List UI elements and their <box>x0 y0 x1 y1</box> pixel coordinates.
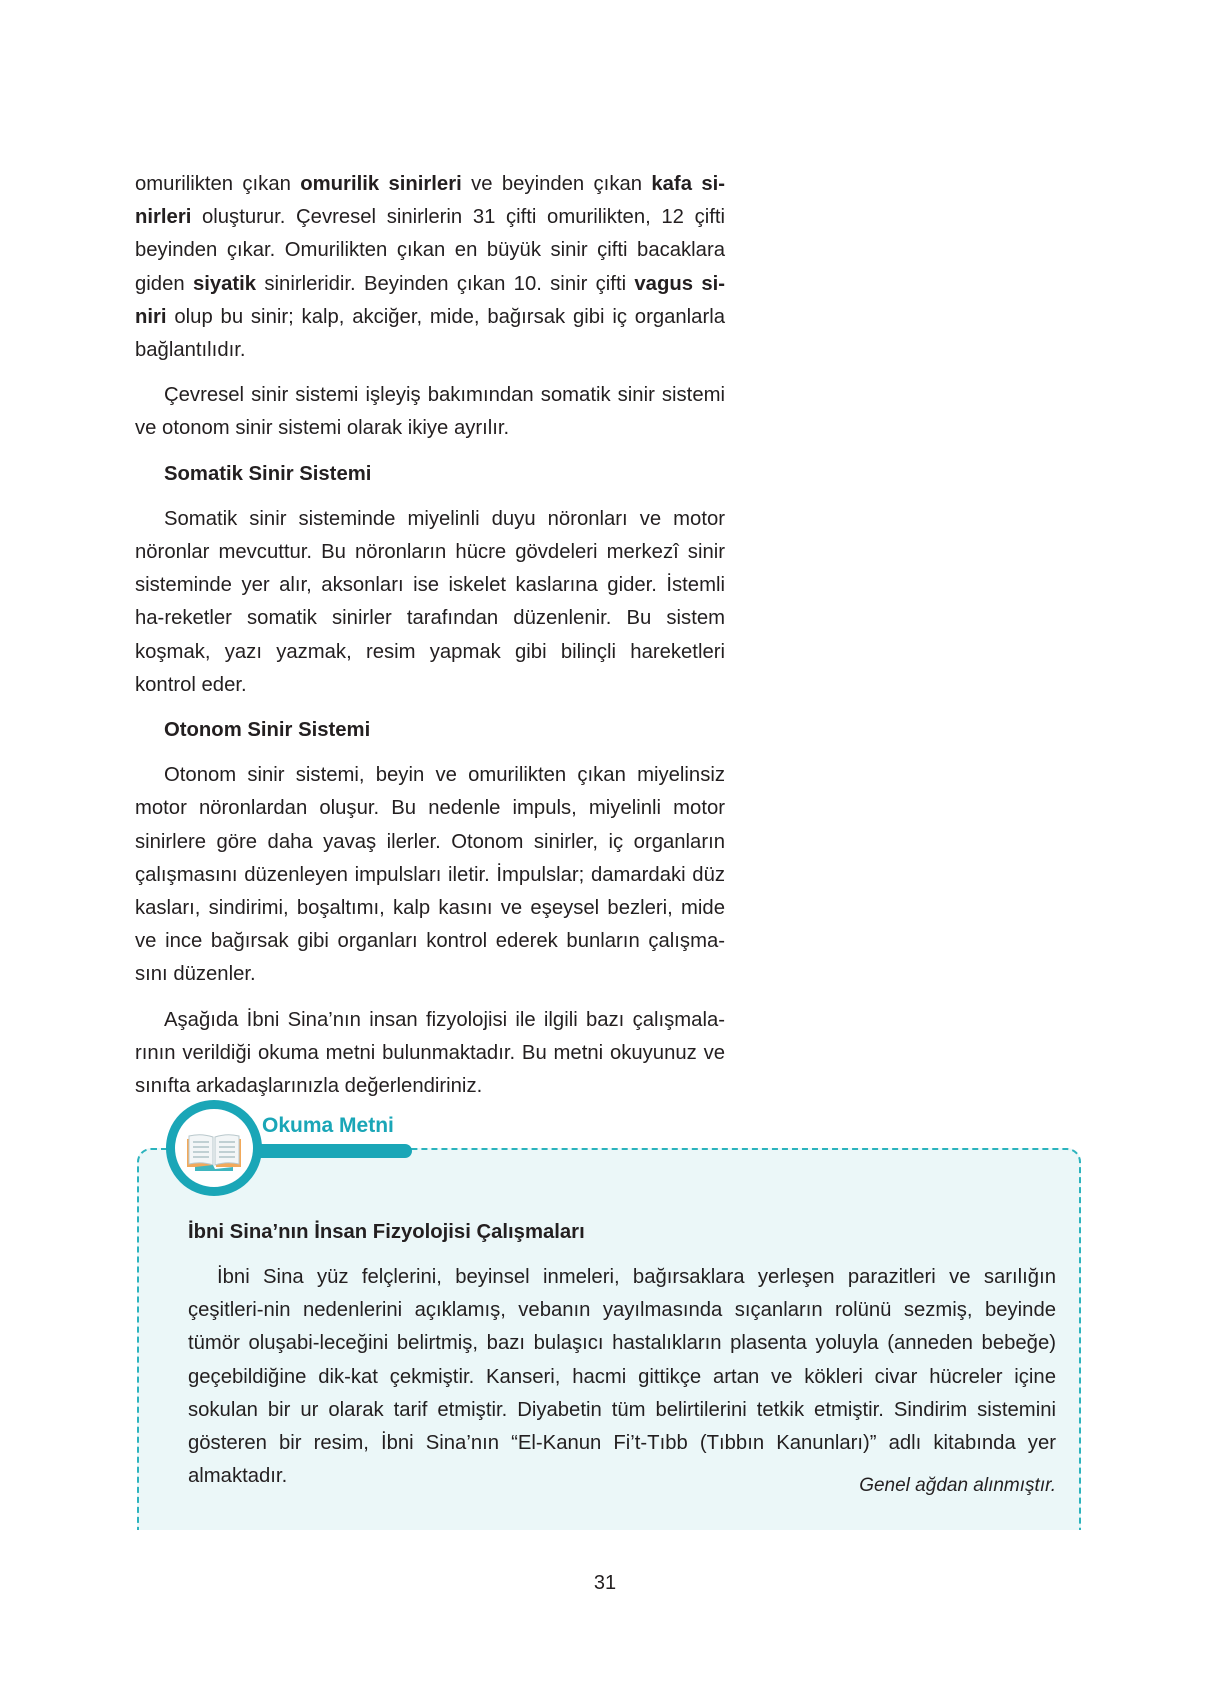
reading-badge-title: Okuma Metni <box>262 1114 394 1137</box>
text: omurilikten çıkan <box>135 173 301 195</box>
heading-autonomic: Otonom Sinir Sistemi <box>164 719 371 742</box>
open-book-icon <box>175 1109 253 1187</box>
heading-somatic: Somatik Sinir Sistemi <box>164 462 372 485</box>
paragraph-division: Çevresel sinir sistemi işleyiş bakımından somatik sinir sistemi ve otonom sinir sistemi olarak ikiye ayrılır. <box>135 384 725 440</box>
bold-term: siyatik <box>192 272 257 295</box>
text: oluşturur. Çevresel sinirlerin 31 çifti omurilikten, 12 çifti beyinden çıkar. Omurilikten çıkan en büyük sinir çifti bacaklara giden <box>135 206 725 295</box>
reading-title: İbni Sina’nın İnsan Fizyolojisi Çalışmaları <box>188 1221 585 1243</box>
main-text <box>135 168 725 1115</box>
reading-body: İbni Sina yüz felçlerini, beyinsel inmeleri, bağırsaklara yerleşen parazitleri ve sarılığın çeşitleri-nin nedenlerini açıklamış, vebanın yayılmasında sıçanların rolünü sezmiş, beyinde tümör oluşabi-leceğini belirtmiş, bazı bulaşıcı hastalıkların plasenta yoluyla (anneden bebeğe) geçebildiğine dik-kat çekmiştir. Kanseri, hacmi gittikçe artan ve kökleri civar hücreler içine sokulan bir ur olarak tarif etmiştir. Diyabetin tüm belirtilerini tetkik etmiştir. Sindirim sistemini gösteren bir resim, İbni Sina’nın “El-Kanun Fi’t-Tıbb (Tıbbın Kanunları)” adlı kitabında yer almaktadır. <box>188 1266 1056 1488</box>
bold-term: vagus si-niri <box>135 272 726 328</box>
reading-source: Genel ağdan alınmıştır. <box>859 1475 1056 1496</box>
text: ve beyinden çıkan <box>461 173 652 195</box>
bold-term: omurilik sinirleri <box>300 173 462 195</box>
text: sinirleridir. Beyinden çıkan 10. sinir çifti <box>256 272 635 295</box>
badge-circle <box>166 1100 262 1196</box>
paragraph-peripheral-nerves <box>135 168 725 367</box>
bold-term: kafa si-nirleri <box>135 173 725 229</box>
paragraph-intro-reading: Aşağıda İbni Sina’nın insan fizyolojisi ile ilgili bazı çalışmala-rının verildiği okuma metni bulunmaktadır. Bu metni okuyunuz ve sınıfta arkadaşlarınızla değerlendiriniz. <box>135 1008 725 1098</box>
text: olup bu sinir; kalp, akciğer, mide, bağırsak gibi iç organlarla bağlantılıdır. <box>135 305 725 362</box>
paragraph-autonomic: Otonom sinir sistemi, beyin ve omurilikten çıkan miyelinsiz motor nöronlardan oluşur. Bu nedenle impuls, miyelinli motor sinirlere göre daha yavaş ilerler. Otonom sinirler, iç organların çalışmasını düzenleyen impulsları iletir. İmpulslar; damardaki düz kasları, sindirimi, boşaltımı, kalp kasını ve eşeysel bezleri, mide ve ince bağırsak gibi organları kontrol ederek bunların çalışma-sını düzenler. <box>135 764 725 986</box>
paragraph-somatic: Somatik sinir sisteminde miyelinli duyu nöronları ve motor nöronlar mevcuttur. Bu nöronların hücre gövdeleri merkezî sinir sisteminde yer alır, aksonları ise iskelet kaslarına gider. İstemli ha-reketler somatik sinirler tarafından düzenlenir. Bu sistem koşmak, yazı yazmak, resim yapmak gibi bilinçli hareketleri kontrol eder. <box>135 507 725 696</box>
page-number: 31 <box>593 1572 617 1594</box>
